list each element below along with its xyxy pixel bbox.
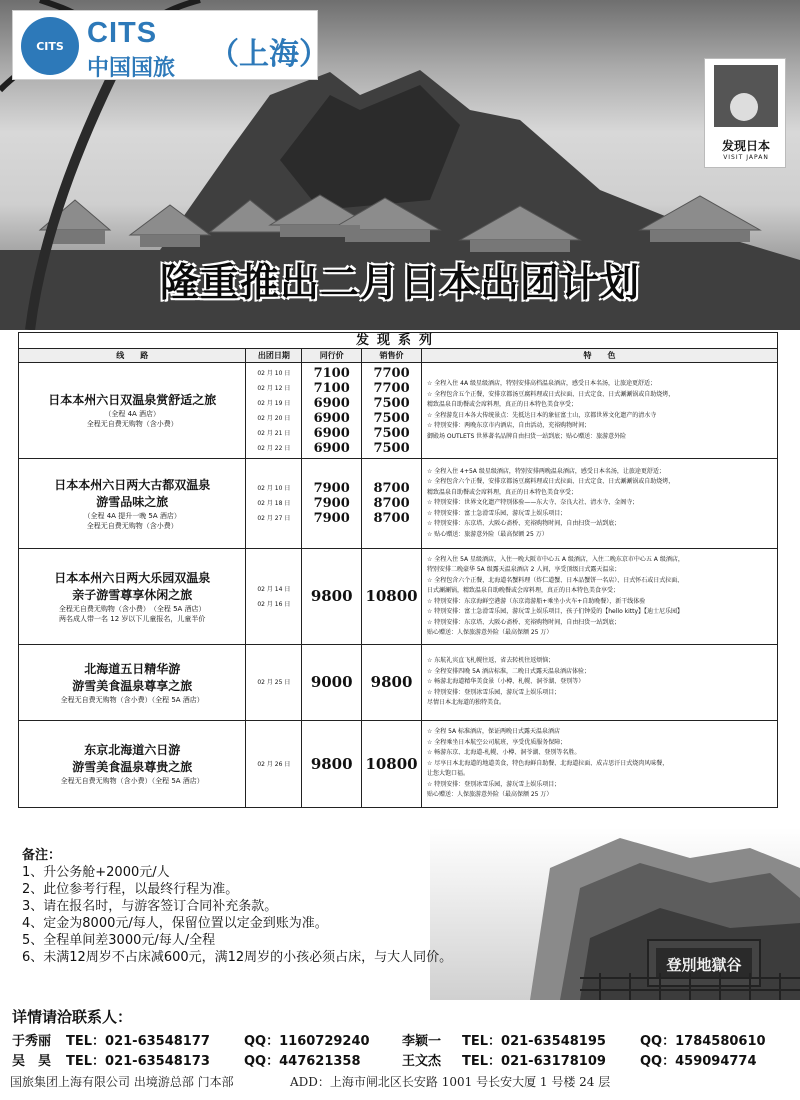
price-value: 10800 (365, 754, 418, 773)
route-cell (19, 721, 246, 807)
feature-line: ☆ 尽享日本北海道的地道美食，特色海鲜自助餐、北海道拉面、成吉思汗日式烧肉风味餐， (426, 759, 669, 767)
feature-line: 精致温泉自助餐或会席料理，真正的日本特色美食享受； (426, 401, 577, 408)
logo-cn-text: 中国国旅 (87, 56, 176, 81)
feature-line: ☆ 全程包含六个正餐，北海道名蟹料理（炸仁道蟹、日本品蟹饼一名店）、日式怀石或日式拉面、 (426, 576, 684, 584)
peer-price-cell (302, 721, 362, 807)
peer-price-cell (302, 363, 362, 458)
route-cell (19, 549, 246, 644)
table-row (19, 721, 777, 807)
contact-qq: QQ：459094774 (640, 1054, 757, 1069)
price-value: 7500 (373, 395, 410, 411)
col-route: 线 路 (19, 349, 246, 362)
feature-line: ☆ 特别安排：富士急滑雪乐园，游玩雪上娱乐项目； (426, 509, 567, 517)
price-value: 10800 (365, 587, 418, 605)
date-value: 02 月 22 日 (257, 444, 291, 452)
feature-line: ☆ 特别安排：登别冰雪乐园，游玩雪上娱乐项目； (426, 780, 561, 788)
route-title: 亲子游雪尊享休闲之旅 (72, 587, 193, 602)
date-value: 02 月 14 日 (257, 585, 291, 593)
sale-price-cell (362, 721, 422, 807)
feature-line: ☆ 全程包含五个正餐，安排京都汤豆腐料理或日式拉面、日式定食、日式涮涮锅或自助烧烤， (426, 390, 675, 398)
price-value: 8700 (373, 481, 410, 496)
route-sub: 全程无自费无购物（含小费） （全程 5A 酒店） (58, 604, 206, 613)
feature-line: ☆ 特别安排：东京塔、大阪心斋桥、充裕购物时间，自由扫货一站到底； (426, 618, 621, 626)
note-item: 2、此位参考行程，以最终行程为准。 (22, 882, 239, 897)
route-title: 日本本州六日双温泉赏舒适之旅 (48, 393, 217, 407)
contact-name: 王文杰 (402, 1054, 442, 1069)
route-cell (19, 645, 246, 720)
feature-line: ☆ 全程游览日本各大传统景点：先抵达日本的象征富士山，京都世界文化遗产的清水寺 (426, 411, 657, 419)
notes-title: 备注： (22, 848, 62, 863)
price-value: 6900 (313, 440, 350, 456)
route-cell (19, 363, 246, 458)
contact-tel: TEL：021-63178109 (462, 1054, 606, 1069)
route-title: 日本本州六日两大乐园双温泉 (54, 570, 211, 585)
route-cell (19, 459, 246, 548)
date-value: 02 月 19 日 (257, 399, 291, 407)
route-sub: 全程无自费无购物（含小费）（全程 5A 酒店） (60, 695, 204, 704)
price-value: 6900 (313, 395, 350, 411)
col-date: 出团日期 (246, 349, 302, 362)
contact-section (0, 1000, 800, 1072)
price-value: 8700 (373, 496, 410, 511)
features-cell (422, 645, 777, 720)
date-value: 02 月 10 日 (257, 485, 291, 492)
route-title: 日本本州六日两大古都双温泉 (54, 477, 211, 492)
note-item: 6、未满12周岁不占床减600元，满12周岁的小孩必须占床，与大人同价。 (22, 950, 453, 965)
route-title: 东京北海道六日游 (84, 743, 181, 757)
contact-qq: QQ：1784580610 (640, 1034, 766, 1049)
price-value: 6900 (313, 425, 350, 441)
table-row (19, 459, 777, 549)
features-cell (422, 549, 777, 644)
contact-qq: QQ：1160729240 (244, 1034, 370, 1049)
footer-address: ADD：上海市闸北区长安路 1001 号长安大厦 1 号楼 24 层 (290, 1075, 611, 1089)
price-value: 7100 (313, 380, 350, 396)
date-value: 02 月 20 日 (257, 414, 291, 422)
note-item: 3、请在报名时，与游客签订合同补充条款。 (22, 899, 278, 914)
price-value: 8700 (373, 511, 410, 526)
feature-line: ☆ 全程入住 4A 级星级酒店，特别安排高档温泉酒店，感受日本名汤，让旅途更舒适； (426, 380, 656, 387)
tour-table (18, 332, 778, 808)
date-value: 02 月 25 日 (257, 679, 291, 686)
feature-line: ☆ 特别安排：两晚东京市内酒店，自由活动，充裕购物时间； (426, 422, 591, 429)
feature-line: ☆ 全程安排四晚 5A 酒店标准，二晚日式露天温泉酒店体验； (426, 667, 590, 675)
date-value: 02 月 16 日 (257, 600, 291, 608)
badge-subtitle: VISIT JAPAN (723, 154, 769, 161)
price-value: 7700 (373, 365, 410, 381)
photo-sign-text: 登別地獄谷 (666, 956, 742, 974)
route-sub: （全程 4A 酒店） (104, 410, 161, 418)
peer-price-cell (302, 459, 362, 548)
col-peer-price: 同行价 (302, 349, 362, 362)
feature-line: ☆ 畅游北海道精华美食景（小樽、札幌、洞爷湖、登别等） (426, 678, 585, 686)
table-header (19, 349, 777, 363)
date-cell (246, 549, 302, 644)
price-value: 9800 (370, 673, 413, 691)
logo-brand-text: CITS (87, 17, 158, 49)
price-value: 9800 (310, 587, 353, 605)
route-sub: 两名成人带一名 12 岁以下儿童报名，儿童半价 (59, 614, 206, 623)
date-value: 02 月 10 日 (257, 369, 291, 377)
feature-line: ☆ 特别安排：富士急滑雪乐园，游玩雪上娱乐项目，孩子们钟爱的【hello kitty】【迪士尼乐园】 (426, 608, 684, 615)
feature-line: ☆ 特别安排：登别冰雪乐园，游玩雪上娱乐项目； (426, 688, 561, 696)
contact-title: 详情请洽联系人： (12, 1008, 133, 1026)
price-value: 7900 (313, 511, 350, 526)
sale-price-cell (362, 645, 422, 720)
price-value: 7900 (313, 496, 350, 511)
contact-name: 吴 昊 (12, 1054, 52, 1069)
date-cell (246, 363, 302, 458)
price-value: 7700 (373, 380, 410, 396)
feature-line: ☆ 全程入住 4+5A 级星级酒店，特别安排两晚温泉酒店，感受日本名汤，让旅途更舒适； (426, 467, 665, 475)
feature-line: 贴心赠送：人保旅游意外险（最高保额 25 万） (426, 791, 553, 799)
price-value: 7500 (373, 425, 410, 441)
feature-line: ☆ 全程入住 5A 星级酒店，入住一晚大阪市中心五 A 级酒店，入住二晚东京市中心五 A 级酒店， (426, 555, 684, 563)
feature-line: ☆ 全程乘坐日本航空公司航班，享受优质服务保障； (426, 738, 567, 746)
route-sub: 全程无自费无购物（含小费）（全程 5A 酒店） (60, 777, 204, 785)
visit-japan-badge (704, 58, 786, 168)
price-value: 7500 (373, 440, 410, 456)
feature-line: 御殿场 OUTLETS 世界著名品牌自由扫货一站到底；贴心赠送：旅游意外险 (426, 432, 627, 440)
footer (0, 1072, 800, 1100)
features-cell (422, 363, 777, 458)
price-value: 6900 (313, 410, 350, 426)
contact-tel: TEL：021-63548173 (66, 1054, 210, 1069)
mount-fuji-icon (714, 65, 778, 127)
feature-line: ☆ 特别安排：东京海鲜空港游（东京湾游船+乘坐小火车+自助晚餐），新干线体验 (426, 597, 646, 605)
feature-line: ☆ 东航礼宾直飞札幌往返，省去转机往返烦恼； (426, 657, 555, 665)
date-value: 02 月 18 日 (257, 500, 291, 507)
price-value: 7900 (313, 481, 350, 496)
route-title: 游雪品味之旅 (96, 494, 169, 509)
date-cell (246, 721, 302, 807)
feature-line: ☆ 特别安排：世界文化遗产特别体验——东大寺、奈良大社、清水寺、金阁寺； (426, 499, 639, 507)
feature-line: 特别安排二晚豪华 5A 级露天温泉酒店 2 人间，享受顶级日式露天温泉； (426, 566, 621, 573)
route-sub: 全程无自费无购物（含小费） (86, 521, 178, 530)
route-title: 游雪美食温泉尊享之旅 (72, 678, 193, 693)
table-row (19, 645, 777, 721)
footer-company: 国旅集团上海有限公司 出境游总部 门本部 (10, 1075, 234, 1089)
price-value: 7100 (313, 365, 350, 381)
contact-name: 于秀丽 (12, 1034, 52, 1049)
table-row (19, 363, 777, 459)
features-cell (422, 459, 777, 548)
col-features: 特 色 (583, 351, 616, 360)
feature-line: 精致温泉自助餐或会席料理，真正的日本特色美食享受； (426, 488, 577, 496)
sale-price-cell (362, 549, 422, 644)
page-headline: 隆重推出二月日本出团计划 (159, 261, 640, 306)
series-title: 发现系列 (19, 333, 777, 349)
table-row (19, 549, 777, 645)
feature-line: ☆ 贴心赠送：旅游意外险（最高保额 25 万） (426, 530, 548, 538)
price-value: 9800 (310, 754, 353, 773)
feature-line: ☆ 全程包含六个正餐，安排京都汤豆腐料理或日式拉面、日式定食、日式涮涮锅或自助烧烤， (426, 478, 675, 486)
sale-price-cell (362, 363, 422, 458)
feature-line: ☆ 特别安排：东京塔、大阪心斋桥、充裕购物时间，自由扫货一站到底； (426, 520, 621, 528)
hero-banner (0, 0, 800, 330)
col-sale-price: 销售价 (362, 349, 422, 362)
peer-price-cell (302, 645, 362, 720)
route-title: 游雪美食温泉尊贵之旅 (72, 760, 193, 774)
note-item: 1、升公务舱+2000元/人 (22, 865, 170, 880)
price-value: 7500 (373, 410, 410, 426)
feature-line: ☆ 全程 5A 标准酒店，保证两晚日式露天温泉酒店 (426, 728, 560, 736)
route-sub: （全程 4A 提升一晚 5A 酒店） (83, 511, 181, 520)
date-cell (246, 645, 302, 720)
date-value: 02 月 21 日 (257, 429, 291, 437)
route-title: 北海道五日精华游 (84, 661, 181, 676)
date-value: 02 月 26 日 (257, 760, 291, 768)
price-value: 9000 (310, 673, 353, 691)
note-item: 4、定金为8000元/每人，保留位置以定金到账为准。 (22, 916, 328, 931)
feature-line: 贴心赠送：人保旅游意外险（最高保额 25 万） (426, 629, 553, 636)
contact-tel: TEL：021-63548195 (462, 1034, 606, 1049)
route-sub: 全程无自费无购物（含小费） (86, 420, 178, 428)
notes-section (22, 848, 582, 966)
cits-logo (12, 10, 329, 81)
feature-line: 让您大饱口福。 (426, 770, 469, 778)
feature-line: 日式涮涮锅，精致温泉自助晚餐或会席料理，真正的日本特色美食享受； (426, 587, 619, 594)
badge-title: 发现日本 (721, 139, 770, 153)
date-value: 02 月 27 日 (257, 515, 291, 522)
peer-price-cell (302, 549, 362, 644)
globe-icon: CITS (21, 17, 79, 75)
date-value: 02 月 12 日 (257, 384, 291, 392)
date-cell (246, 459, 302, 548)
feature-line: ☆ 畅游东京、北海道-札幌、小樽、洞爷湖、登别等名胜。 (426, 749, 581, 757)
logo-region-text: （上海） (209, 37, 329, 72)
sale-price-cell (362, 459, 422, 548)
contact-qq: QQ：447621358 (244, 1054, 361, 1069)
features-cell (422, 721, 777, 807)
feature-line: 尽情日本北海道的独特美食。 (426, 699, 505, 707)
note-item: 5、全程单间差3000元/每人/全程 (22, 933, 216, 948)
contact-name: 李颖一 (402, 1034, 442, 1049)
contact-tel: TEL：021-63548177 (66, 1034, 210, 1049)
